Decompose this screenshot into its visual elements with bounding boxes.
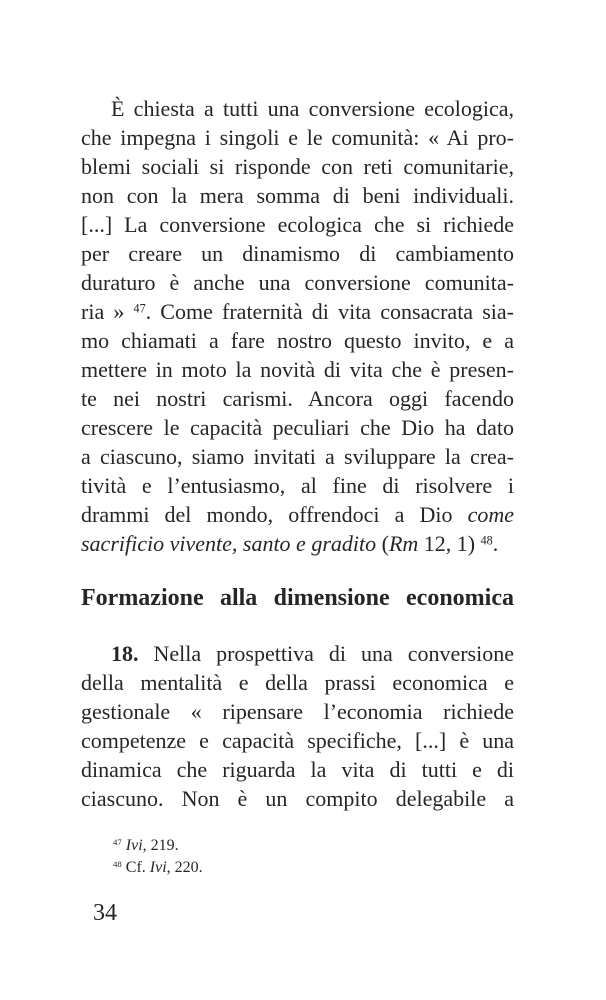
- page-number: 34: [93, 900, 117, 926]
- text-line: che impegna i singoli e le comunità: « Ai pro-: [81, 125, 514, 150]
- text-line: 18. Nella prospettiva di una conversione: [111, 641, 514, 666]
- paragraph-18: [81, 639, 514, 813]
- text-block: [81, 94, 514, 879]
- text-line: della mentalità e della prassi economica e: [81, 670, 514, 695]
- text-line: blemi sociali si risponde con reti comunitarie,: [81, 154, 514, 179]
- text-line: [...] La conversione ecologica che si richiede: [81, 212, 514, 237]
- text-line: drammi del mondo, offrendoci a Dio come: [81, 502, 514, 527]
- footnote: $^{47}$ Ivi, 219.: [113, 837, 179, 854]
- footnote-marker: 48: [480, 533, 493, 548]
- text-line: dinamica che riguarda la vita di tutti e di: [81, 757, 514, 782]
- text-line: non con la mera somma di beni individuali.: [81, 183, 514, 208]
- text-line: tività e l’entusiasmo, al fine di risolvere i: [81, 473, 514, 498]
- section-heading: Formazione alla dimensione economica: [81, 585, 514, 611]
- text-line: È chiesta a tutti una conversione ecologica,: [111, 96, 514, 121]
- text-line: competenze e capacità specifiche, [...] è una: [81, 728, 514, 753]
- text-line: sacrificio vivente, santo e gradito (Rm 12, 1) $^{48}$.: [81, 531, 499, 556]
- footnote-marker: 47: [133, 301, 146, 316]
- text-line: crescere le capacità peculiari che Dio ha dato: [81, 415, 514, 440]
- text-line: ria » $^{47}$. Come fraternità di vita consacrata sia-: [81, 299, 514, 324]
- text-line: ciascuno. Non è un compito delegabile a: [81, 786, 514, 811]
- footnote-marker: 47: [113, 837, 122, 848]
- footnote: $^{48}$ Cf. Ivi, 220.: [113, 859, 203, 876]
- footnote-marker: 48: [113, 859, 122, 870]
- footnotes: [81, 835, 514, 879]
- text-line: a ciascuno, siamo invitati a sviluppare la crea-: [81, 444, 514, 469]
- text-line: per creare un dinamismo di cambiamento: [81, 241, 514, 266]
- text-line: duraturo è anche una conversione comunita-: [81, 270, 514, 295]
- paragraph-ecological-conversion: [81, 94, 514, 558]
- text-line: te nei nostri carismi. Ancora oggi facendo: [81, 386, 514, 411]
- text-line: mettere in moto la novità di vita che è presen-: [81, 357, 514, 382]
- text-line: gestionale « ripensare l’economia richiede: [81, 699, 514, 724]
- text-line: mo chiamati a fare nostro questo invito, e a: [81, 328, 514, 353]
